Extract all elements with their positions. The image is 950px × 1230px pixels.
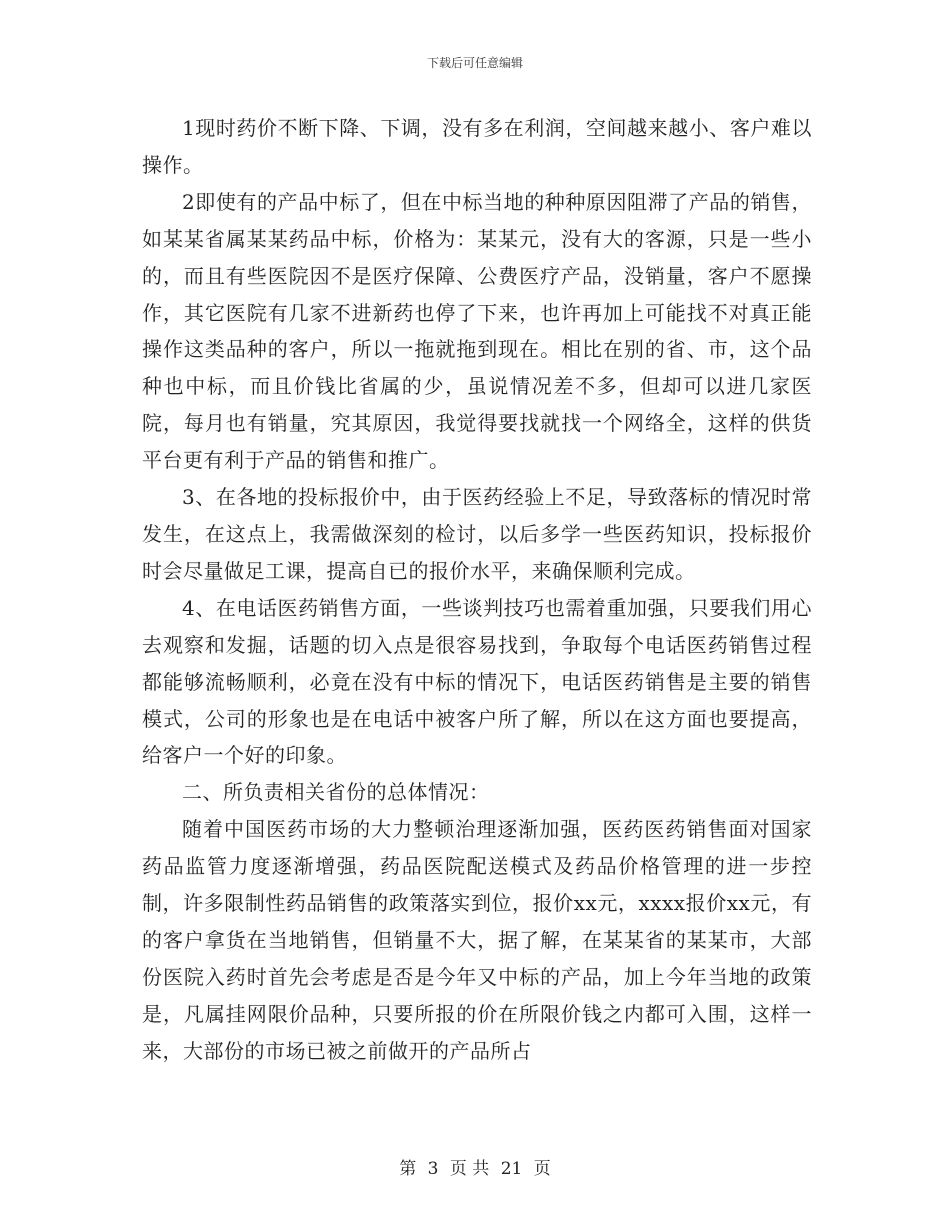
page-mid: 页 共	[449, 1159, 490, 1179]
paragraph-4: 4、在电话医药销售方面，一些谈判技巧也需着重加强，只要我们用心去观察和发掘，话题的切入点是很容易找到，争取每个电话医药销售过程都能够流畅顺利，必竟在没有中标的情况下，电话医药销售是主要的销售模式，公司的形象也是在电话中被客户所了解，所以在这方面也要提高，给客户一个好的印象。	[142, 595, 812, 768]
page-suffix: 页	[533, 1159, 551, 1179]
page-prefix: 第	[399, 1159, 417, 1179]
page-footer	[0, 1154, 950, 1179]
paragraph-5: 随着中国医药市场的大力整顿治理逐渐加强，医药医药销售面对国家药品监管力度逐渐增强，药品医院配送模式及药品价格管理的进一步控制，许多限制性药品销售的政策落实到位，报价xx元，xxxx报价xx元，有的客户拿货在当地销售，但销量不大，据了解，在某某省的某某市，大部份医院入药时首先会考虑是否是今年又中标的产品，加上今年当地的政策是，凡属挂网限价品种，只要所报的价在所限价钱之内都可入围，这样一来，大部份的市场已被之前做开的产品所占	[142, 817, 812, 1063]
paragraph-2: 2即使有的产品中标了，但在中标当地的种种原因阻滞了产品的销售，如某某省属某某药品中标，价格为：某某元，没有大的客源，只是一些小的，而且有些医院因不是医疗保障、公费医疗产品，没销量，客户不愿操作，其它医院有几家不进新药也停了下来，也许再加上可能找不对真正能操作这类品种的客户，所以一拖就拖到现在。相比在别的省、市，这个品种也中标，而且价钱比省属的少，虽说情况差不多，但却可以进几家医院，每月也有销量，究其原因，我觉得要找就找一个网络全，这样的供货平台更有利于产品的销售和推广。	[142, 189, 812, 473]
page-header: 下载后可任意编辑	[426, 56, 523, 70]
total-pages: 21	[500, 1159, 523, 1179]
paragraph-3: 3、在各地的投标报价中，由于医药经验上不足，导致落标的情况时常发生，在这点上，我需做深刻的检讨，以后多学一些医药知识，投标报价时会尽量做足工课，提高自已的报价水平，来确保顺利完成。	[142, 485, 812, 583]
section-heading: 二、所负责相关省份的总体情况：	[182, 780, 490, 805]
paragraph-1: 1现时药价不断下降、下调，没有多在利润，空间越来越小、客户难以操作。	[142, 116, 812, 177]
document-body	[142, 110, 812, 1070]
page-number: 3	[427, 1159, 439, 1179]
